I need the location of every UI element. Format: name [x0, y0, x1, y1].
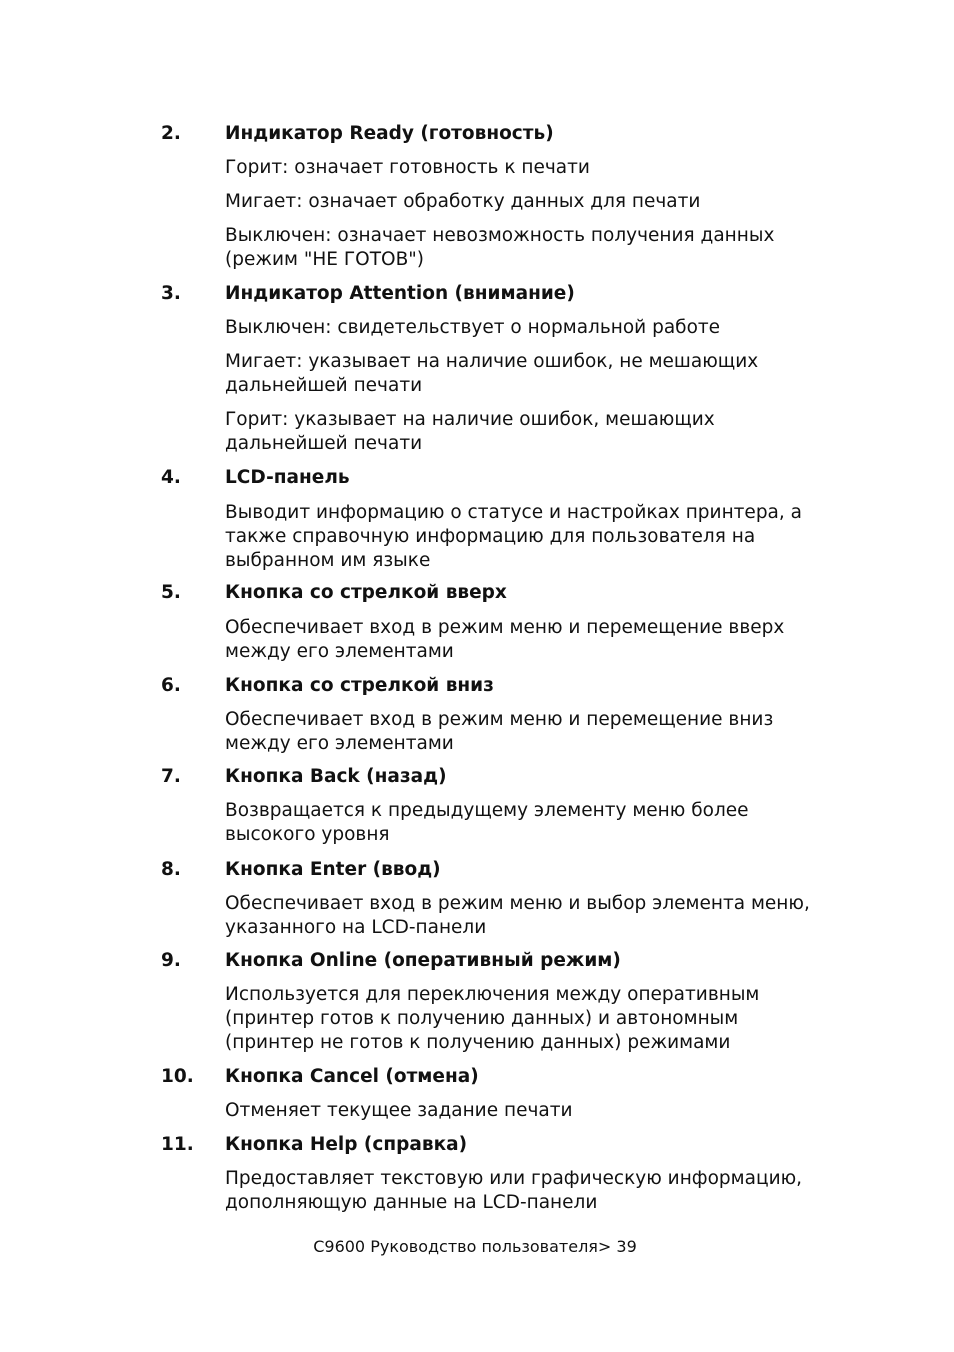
text-line: Выключен: означает невозможность получения данных — [225, 225, 775, 246]
section-number: 9. — [161, 950, 181, 971]
section-heading — [161, 581, 841, 605]
section-number: 11. — [161, 1134, 194, 1155]
text-line: Мигает: означает обработку данных для печати — [225, 191, 701, 212]
section-11 — [161, 1133, 841, 1215]
section-title: LCD-панель — [225, 467, 350, 488]
text-line: Отменяет текущее задание печати — [225, 1100, 573, 1121]
section-6 — [161, 674, 841, 756]
text-line: выбранном им языке — [225, 550, 431, 571]
section-title: Кнопка со стрелкой вниз — [225, 675, 494, 696]
section-heading — [161, 466, 841, 490]
section-number: 3. — [161, 283, 181, 304]
section-2 — [161, 122, 841, 272]
text-line: дополняющую данные на LCD-панели — [225, 1192, 598, 1213]
text-line: Обеспечивает вход в режим меню и перемещение вверх — [225, 617, 785, 638]
section-8 — [161, 858, 841, 940]
section-number: 5. — [161, 582, 181, 603]
section-heading — [161, 949, 841, 973]
section-number: 4. — [161, 467, 181, 488]
paragraph — [225, 156, 845, 180]
section-7 — [161, 765, 841, 847]
text-line: Обеспечивает вход в режим меню и выбор элемента меню, — [225, 893, 810, 914]
paragraph — [225, 1167, 845, 1215]
paragraph — [225, 708, 845, 756]
text-line: Выключен: свидетельствует о нормальной работе — [225, 317, 721, 338]
text-line: Обеспечивает вход в режим меню и перемещение вниз — [225, 709, 774, 730]
section-title: Кнопка Enter (ввод) — [225, 859, 441, 880]
section-4 — [161, 466, 841, 573]
section-heading — [161, 674, 841, 698]
section-9 — [161, 949, 841, 1055]
section-number: 6. — [161, 675, 181, 696]
paragraph — [225, 799, 845, 847]
section-number: 10. — [161, 1066, 194, 1087]
text-line: (режим "НЕ ГОТОВ") — [225, 249, 424, 270]
text-line: дальнейшей печати — [225, 433, 423, 454]
paragraph — [225, 501, 845, 573]
text-line: (принтер готов к получению данных) и автономным — [225, 1008, 739, 1029]
paragraph — [225, 1099, 845, 1123]
section-title: Кнопка Back (назад) — [225, 766, 447, 787]
section-number: 7. — [161, 766, 181, 787]
text-line: Горит: указывает на наличие ошибок, мешающих — [225, 409, 715, 430]
section-3 — [161, 282, 841, 456]
paragraph — [225, 983, 845, 1055]
section-title: Кнопка Cancel (отмена) — [225, 1066, 479, 1087]
text-line: указанного на LCD-панели — [225, 917, 487, 938]
section-heading — [161, 122, 841, 146]
paragraph — [225, 224, 845, 272]
section-10 — [161, 1065, 841, 1123]
text-line: также справочную информацию для пользователя на — [225, 526, 756, 547]
section-heading — [161, 1133, 841, 1157]
text-line: (принтер не готов к получению данных) режимами — [225, 1032, 731, 1053]
text-line: Предоставляет текстовую или графическую информацию, — [225, 1168, 803, 1189]
paragraph — [225, 408, 845, 456]
paragraph — [225, 316, 845, 340]
text-line: между его элементами — [225, 733, 454, 754]
section-heading — [161, 858, 841, 882]
text-line: Выводит информацию о статусе и настройках принтера, а — [225, 502, 802, 523]
paragraph — [225, 350, 845, 398]
paragraph — [225, 892, 845, 940]
section-heading — [161, 765, 841, 789]
section-title: Индикатор Attention (внимание) — [225, 283, 575, 304]
section-title: Кнопка Online (оперативный режим) — [225, 950, 621, 971]
section-heading — [161, 282, 841, 306]
footer-text: C9600 Руководство пользователя> 39 — [313, 1237, 637, 1256]
text-line: между его элементами — [225, 641, 454, 662]
page-footer — [0, 1236, 954, 1258]
section-number: 8. — [161, 859, 181, 880]
text-line: Мигает: указывает на наличие ошибок, не мешающих — [225, 351, 759, 372]
section-heading — [161, 1065, 841, 1089]
text-line: дальнейшей печати — [225, 375, 423, 396]
paragraph — [225, 616, 845, 664]
section-title: Индикатор Ready (готовность) — [225, 123, 554, 144]
text-line: высокого уровня — [225, 824, 390, 845]
section-title: Кнопка Help (справка) — [225, 1134, 468, 1155]
section-5 — [161, 581, 841, 664]
text-line: Используется для переключения между оперативным — [225, 984, 760, 1005]
text-line: Возвращается к предыдущему элементу меню более — [225, 800, 749, 821]
text-line: Горит: означает готовность к печати — [225, 157, 590, 178]
paragraph — [225, 190, 845, 214]
section-number: 2. — [161, 123, 181, 144]
section-title: Кнопка со стрелкой вверх — [225, 582, 507, 603]
